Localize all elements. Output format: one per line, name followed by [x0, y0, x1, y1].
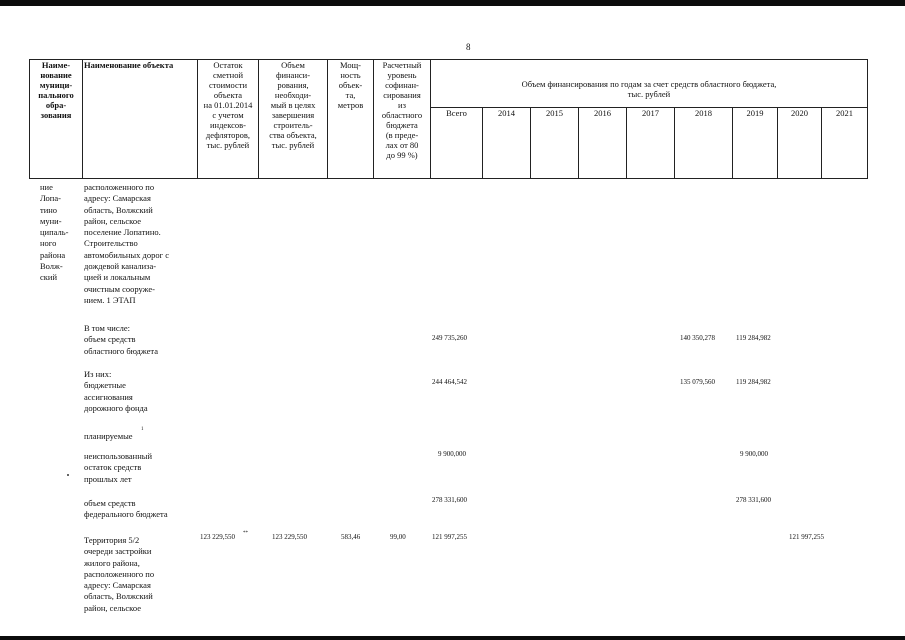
row-federal-budget-2019: 278 331,600 [736, 496, 771, 504]
row-regional-budget-2018: 140 350,278 [680, 334, 715, 342]
row-territory-5-2-2020: 121 997,255 [789, 533, 824, 541]
row-road-fund-total: 244 464,542 [432, 378, 467, 386]
row-unused-balance-label: неиспользованный остаток средств прошлых лет [84, 451, 153, 484]
row-unused-balance-total: 9 900,000 [438, 450, 466, 458]
col-header-capacity: Мощ- ность объек- та, метров [328, 60, 374, 179]
col-header-cofinancing-level: Расчетный уровень софинан- сирования из областного бюджета (в преде- лах от 80 до 99 %) [374, 60, 431, 179]
row-road-fund-2019: 119 284,982 [736, 378, 771, 386]
row-federal-budget-total: 278 331,600 [432, 496, 467, 504]
row-regional-budget-2019: 119 284,982 [736, 334, 771, 342]
row-federal-budget-label: объем средств федерального бюджета [84, 498, 168, 520]
row-planned-label: планируемые [84, 431, 133, 441]
col-header-year-2015: 2015 [531, 108, 579, 179]
scan-bottom-border [0, 636, 905, 640]
col-header-year-2016: 2016 [579, 108, 627, 179]
row-territory-5-2-footnote-mark: ** [243, 531, 248, 536]
header-table [29, 59, 868, 179]
col-header-year-2020: 2020 [778, 108, 822, 179]
scan-speck [67, 474, 69, 476]
row-territory-5-2-label: Территория 5/2 очереди застройки жилого района, расположенного по адресу: Самарская область, Волжский район, сельское [84, 535, 155, 613]
col-header-financing-volume: Объем финанси- рования, необходи- мый в целях завершения строитель- ства объекта, тыс. рублей [259, 60, 328, 179]
row-regional-budget-total: 249 735,260 [432, 334, 467, 342]
col-header-municipality: Наиме- нование муници- пального обра- зования [30, 60, 83, 179]
col-header-year-2017: 2017 [627, 108, 675, 179]
row-territory-5-2-volume: 123 229,550 [272, 533, 307, 541]
row-territory-5-2-capacity: 583,46 [341, 533, 361, 541]
row-territory-5-2-total: 121 997,255 [432, 533, 467, 541]
col-header-year-2018: 2018 [675, 108, 733, 179]
object-name-continued: расположенного по адресу: Самарская область, Волжский район, сельское поселение Лопатино. Строительство автомобильных дорог с дождевой канализа- цией и локальным очистным сооруже- нием. 1 ЭТАП [84, 182, 169, 305]
row-territory-5-2-remaining: 123 229,550 [200, 533, 235, 541]
row-unused-balance-2019: 9 900,000 [740, 450, 768, 458]
row-planned-footnote-mark: 1 [141, 427, 144, 432]
row-territory-5-2-level: 99,00 [390, 533, 406, 541]
scan-top-border [0, 0, 905, 6]
row-road-fund-label: Из них: бюджетные ассигнования дорожного фонда [84, 369, 148, 413]
municipality-name-continued: ние Лопа- тино муни- ципаль- ного района Волж- ский [40, 182, 69, 283]
page-number: 8 [466, 42, 471, 52]
row-regional-budget-label: В том числе: объем средств областного бюджета [84, 323, 159, 356]
col-header-year-2021: 2021 [822, 108, 868, 179]
col-header-year-total: Всего [431, 108, 483, 179]
row-road-fund-2018: 135 079,560 [680, 378, 715, 386]
col-header-year-2014: 2014 [483, 108, 531, 179]
col-header-financing-by-years: Объем финансирования по годам за счет средств областного бюджета, тыс. рублей [431, 60, 868, 108]
col-header-year-2019: 2019 [733, 108, 778, 179]
col-header-remaining-cost: Остаток сметной стоимости объекта на 01.01.2014 с учетом индексов- дефляторов, тыс. рублей [198, 60, 259, 179]
col-header-object: Наименование объекта [83, 60, 198, 179]
